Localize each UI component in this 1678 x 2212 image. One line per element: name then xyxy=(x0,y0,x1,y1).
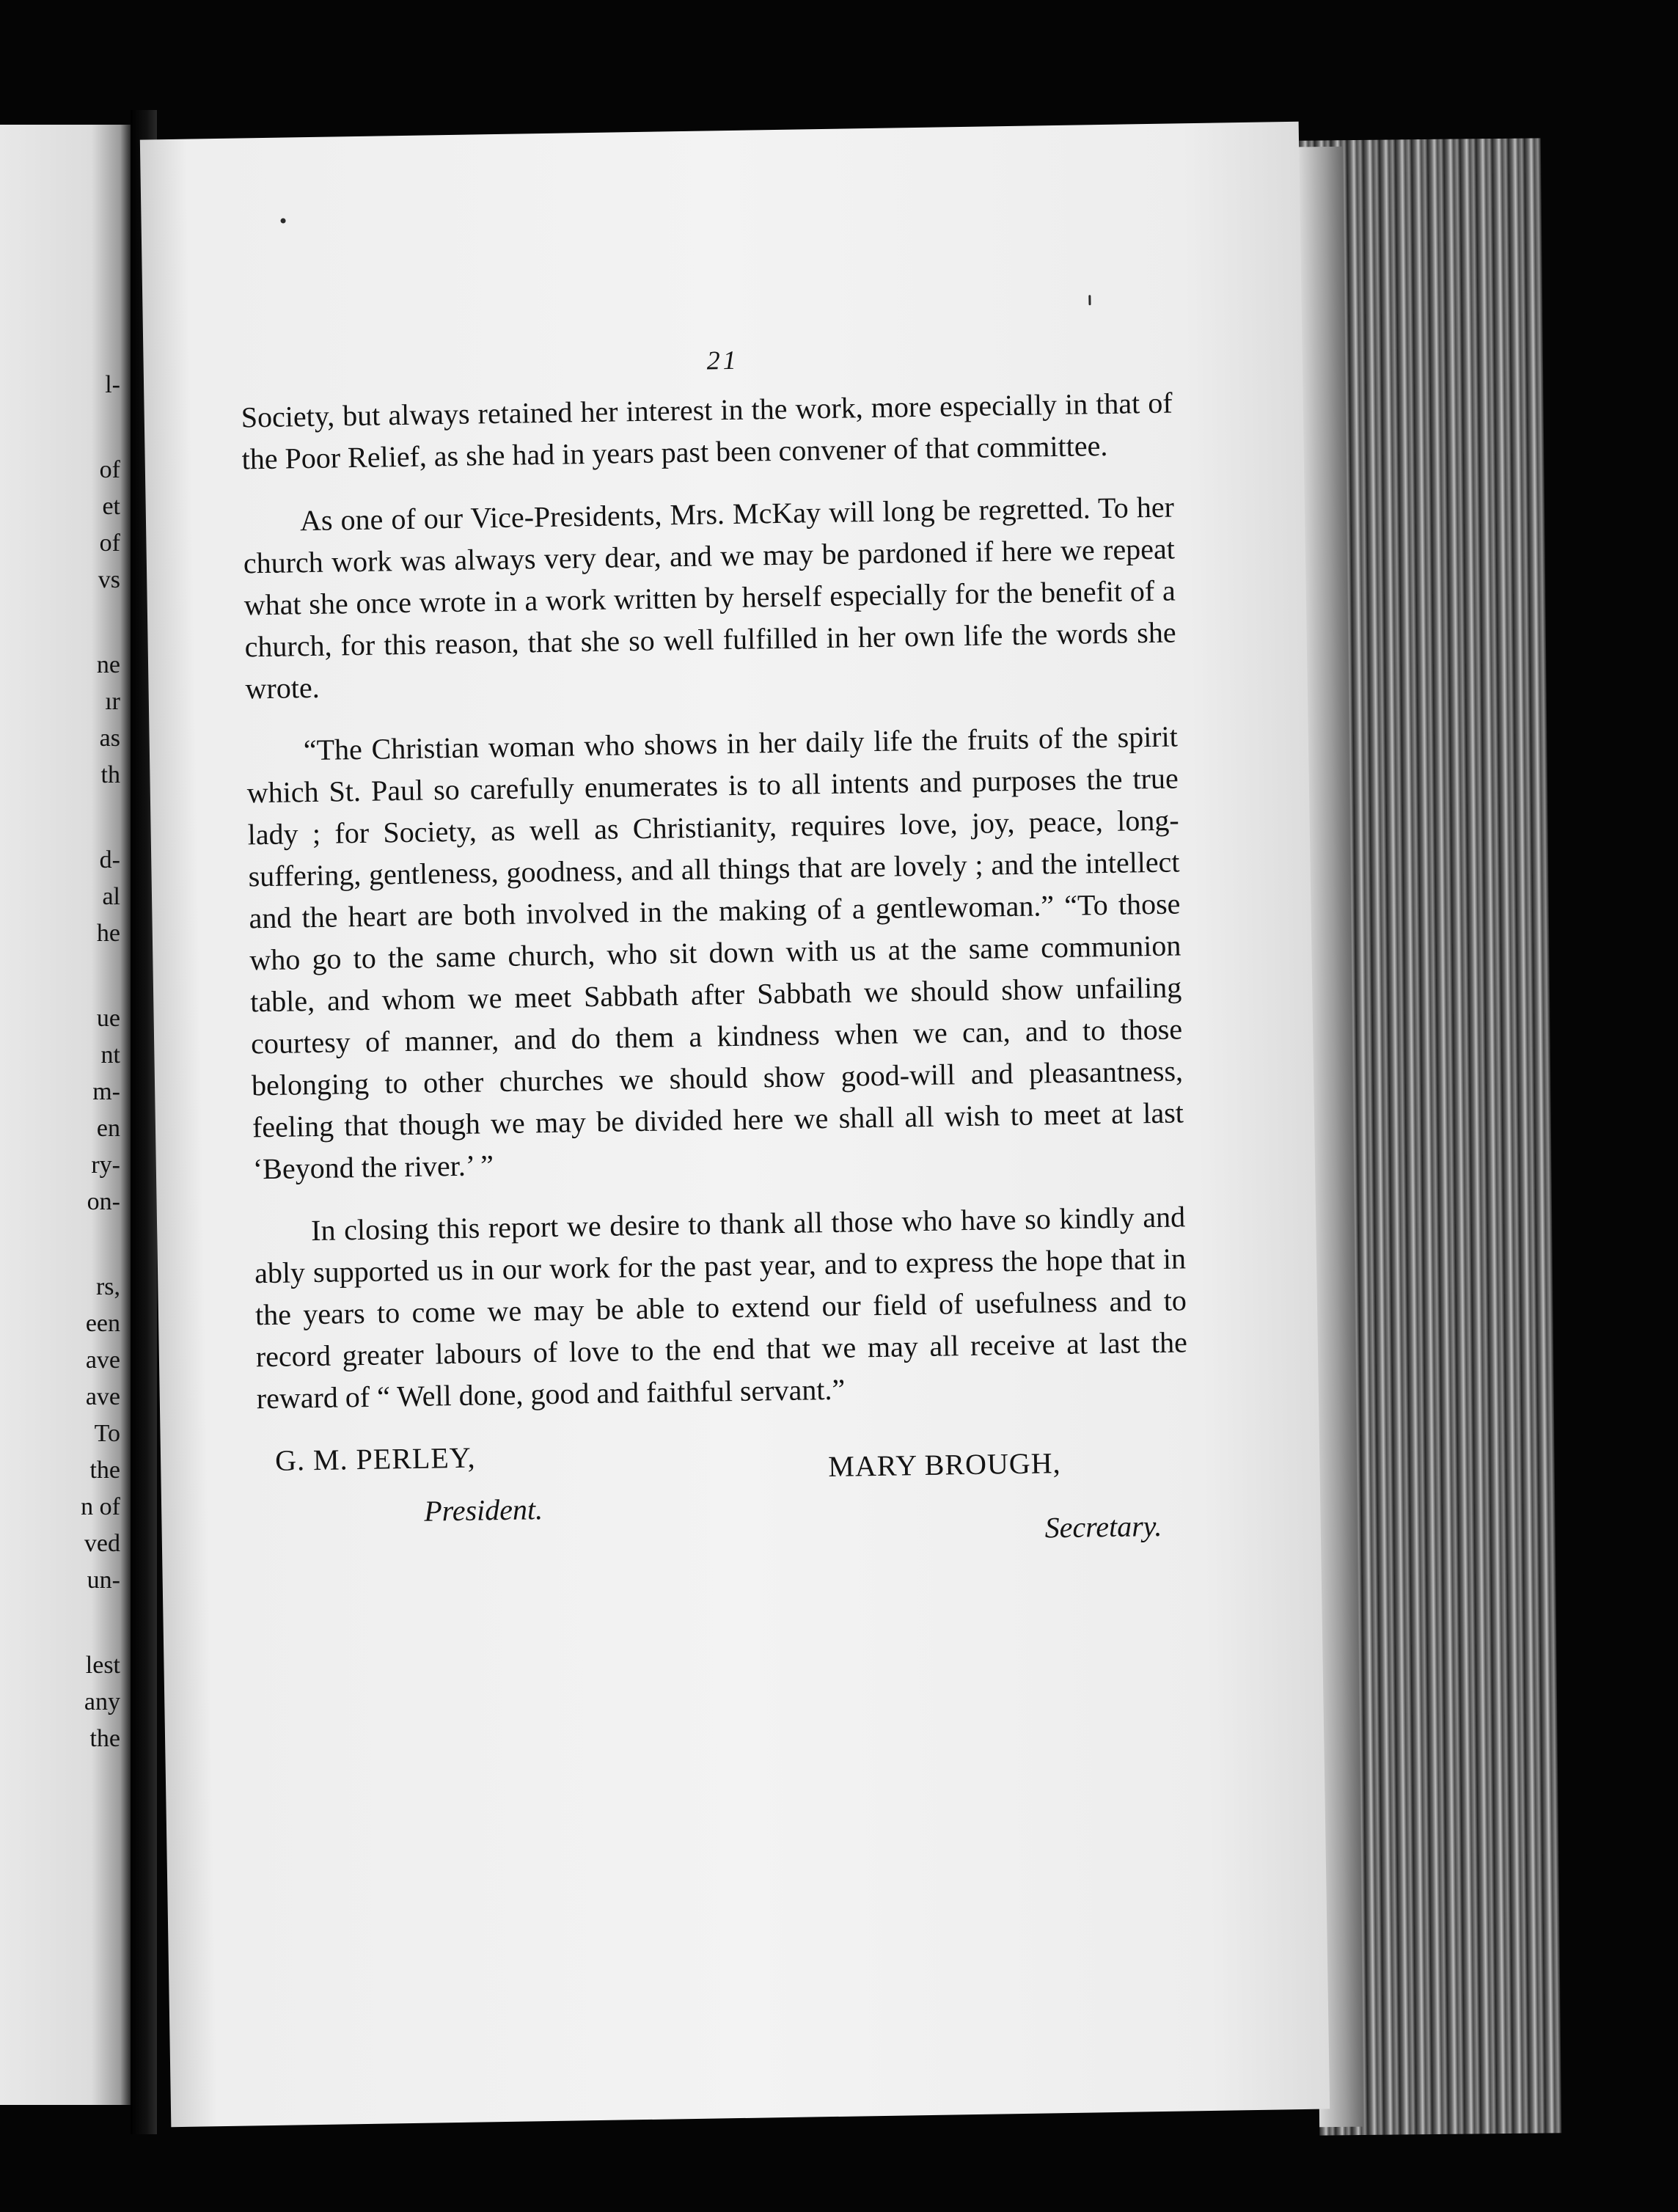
left-page-fragment: the xyxy=(89,1725,120,1752)
signature-block xyxy=(257,1425,1191,1579)
left-page-fragment: en xyxy=(96,1115,120,1142)
left-page-fragment: on- xyxy=(87,1188,120,1215)
left-page-fragment: d- xyxy=(99,846,120,874)
left-page-fragment: he xyxy=(96,920,120,947)
left-page-fragment: ave xyxy=(85,1347,120,1374)
left-page-fragment: n of xyxy=(81,1493,120,1520)
left-facing-page xyxy=(0,125,131,2105)
left-page-fragment: et xyxy=(102,493,120,520)
left-page-fragment: al xyxy=(102,883,120,910)
left-page-fragment: ave xyxy=(85,1383,120,1410)
left-page-text-fragments xyxy=(18,367,120,1757)
left-page-fragment: as xyxy=(99,725,120,752)
left-page-fragment xyxy=(18,403,120,452)
left-page-fragment xyxy=(18,1220,120,1269)
left-page-fragment: of xyxy=(99,530,120,557)
left-page-fragment: ue xyxy=(96,1005,120,1032)
left-page-fragment: een xyxy=(85,1310,120,1337)
left-page-fragment: To xyxy=(94,1420,120,1447)
left-page-fragment: un- xyxy=(87,1567,120,1594)
page-number: 21 xyxy=(706,345,739,376)
left-page-fragment: nt xyxy=(100,1041,120,1069)
paragraph-continuation: Society, but always retained her interest in the work, more especially in that of the Poor Relief, as she had in years past been convener of that committee. xyxy=(241,386,1173,476)
book-page xyxy=(140,122,1330,2127)
secretary-title: Secretary. xyxy=(1044,1509,1162,1545)
left-page-fragment: l- xyxy=(105,371,120,398)
left-page-fragment: lest xyxy=(85,1652,120,1679)
paragraph-vice-president: As one of our Vice-Presidents, Mrs. McKay will long be regretted. To her church work was always very dear, and we may be pardoned if here we repeat what she once wrote in a work written by herself especially for the benefit of a church, for this reason, that she so well fulfilled in her own life the words she wrote. xyxy=(243,490,1176,706)
left-page-fragment xyxy=(18,794,120,842)
left-page-fragment: ry- xyxy=(91,1151,120,1179)
page-speck xyxy=(1088,295,1091,305)
left-page-fragment: vs xyxy=(98,566,120,593)
left-page-fragment: th xyxy=(100,761,120,788)
paragraph-closing: In closing this report we desire to thank all those who have so kindly and ably supported us in our work for the past year, and to express the hope that in the years to come we may be able to extend our field of usefulness and to record greater labours of love to the end that we may all receive at last the reward of “ Well done, good and faithful servant.” xyxy=(254,1200,1188,1416)
left-page-fragment: rs, xyxy=(95,1273,120,1300)
left-page-fragment: m- xyxy=(92,1078,120,1105)
secretary-name: MARY BROUGH, xyxy=(827,1446,1061,1484)
page-speck xyxy=(281,218,286,223)
left-page-fragment: ne xyxy=(96,651,120,678)
president-title: President. xyxy=(423,1493,543,1528)
left-page-fragment: of xyxy=(99,456,120,483)
left-page-fragment: ved xyxy=(84,1530,120,1557)
left-page-fragment: the xyxy=(89,1457,120,1484)
president-name: G. M. PERLEY, xyxy=(274,1440,476,1477)
left-page-fragment: ır xyxy=(105,688,120,715)
left-page-fragment xyxy=(18,952,120,1000)
left-page-fragment: any xyxy=(84,1688,120,1715)
left-page-fragment xyxy=(18,1599,120,1647)
paragraph-quotation: “The Christian woman who shows in her daily life the fruits of the spirit which St. Paul so carefully enumerates is to all intents and purposes the true lady ; for Society, as well as Christianity, requires love, joy, peace, long-suffering, gentleness, goodness, and all things that are lovely ; and the intellect and the heart are both involved in the making of a gentlewoman.” “To those who go to the same church, who sit down with us at the same communion table, and whom we meet Sabbath after Sabbath we should show unfailing courtesy of manner, and do them a kindness when we can, and to those belonging to other churches we should show good-will and pleasantness, feeling that though we may be divided here we shall all wish to meet at last ‘Beyond the river.’ ” xyxy=(246,719,1184,1186)
left-page-fragment xyxy=(18,598,120,647)
page-body xyxy=(241,382,1190,1580)
